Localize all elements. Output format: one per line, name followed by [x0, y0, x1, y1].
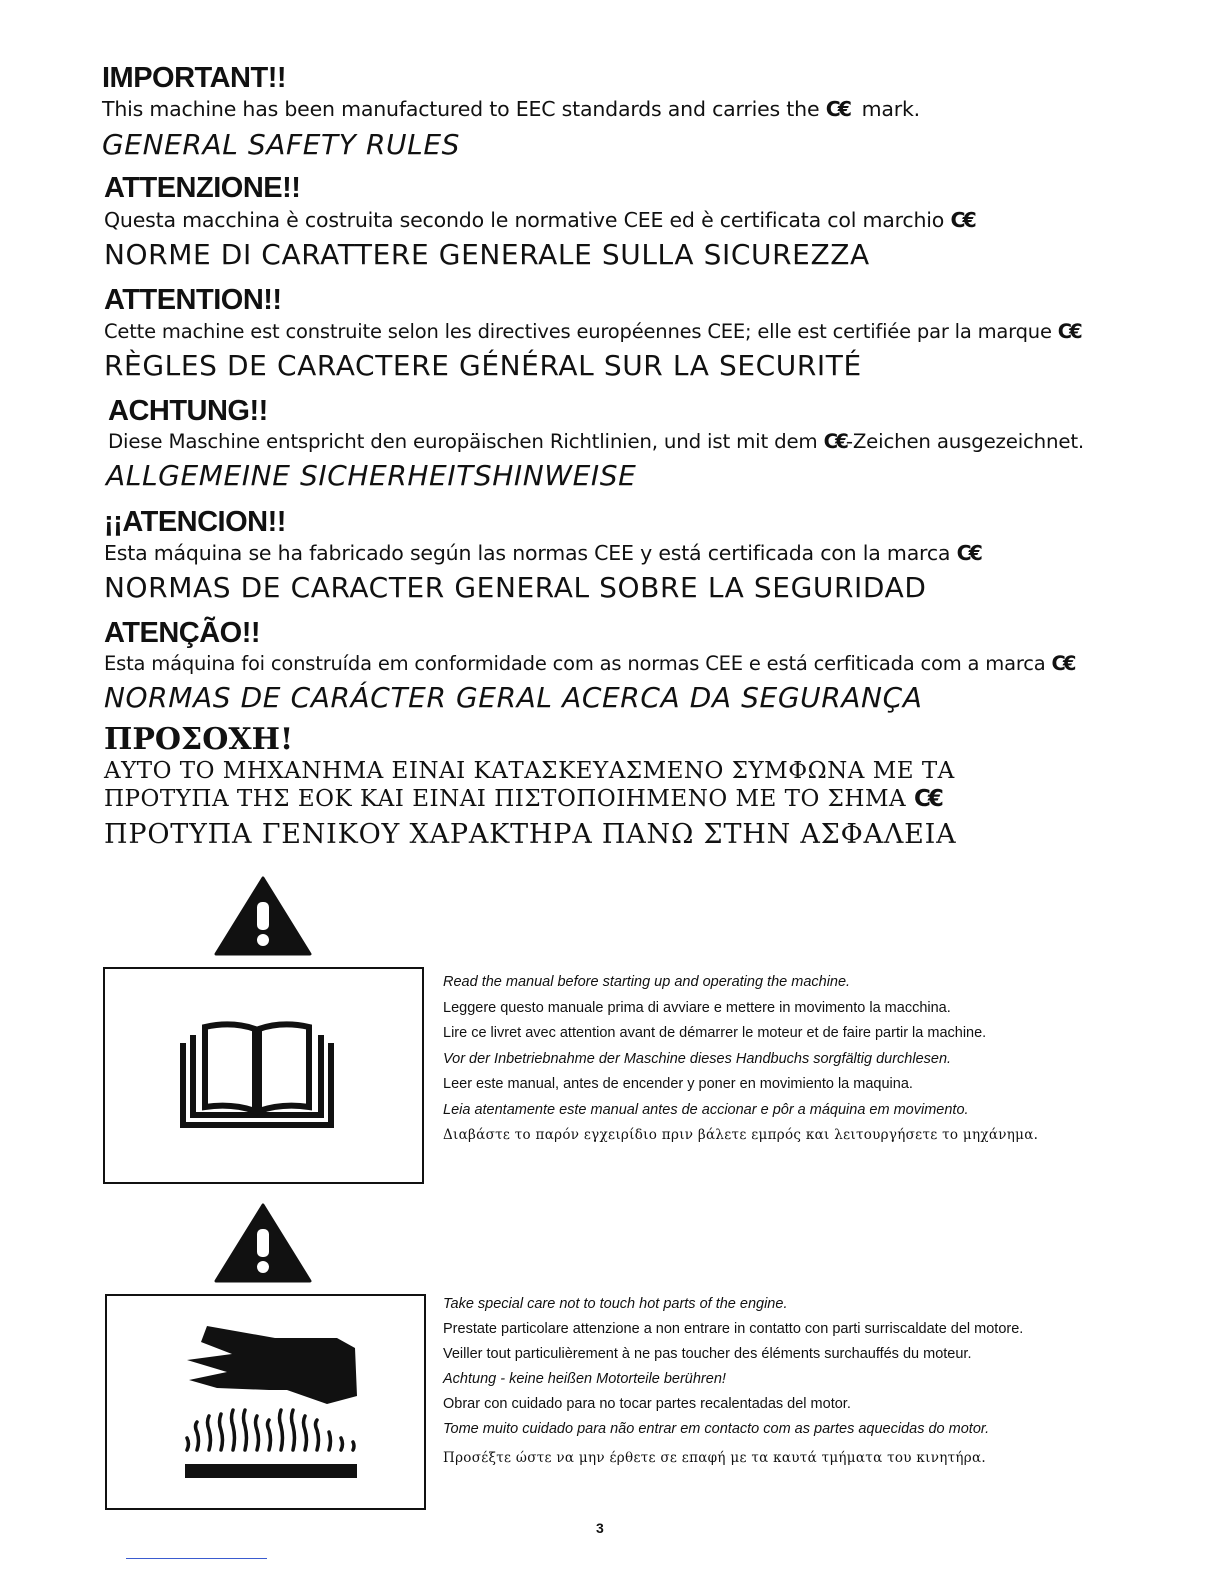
heading-german: ACHTUNG!! — [108, 395, 268, 427]
statement-greek-line2: ΠΡΟΤΥΠΑ ΤΗΣ ΕΟΚ ΚΑΙ ΕΙΝΑΙ ΠΙΣΤΟΠΟΙΗΜΕΝΟ ΜΕ ΤΟ ΣΗΜΑ C€ — [104, 786, 941, 812]
ce-mark-icon: C€ — [956, 541, 980, 565]
statement-portuguese: Esta máquina foi construída em conformidade com as normas CEE e está cerfiticada com a marca C€ — [104, 652, 1074, 675]
bottom-divider — [126, 1558, 267, 1559]
warning-manual-spanish: Leer este manual, antes de encender y poner en movimiento la maquina. — [443, 1076, 913, 1092]
heading-portuguese: ATENÇÃO!! — [104, 617, 261, 649]
rules-title-italian: NORME DI CARATTERE GENERALE SULLA SICUREZZA — [104, 238, 870, 271]
warning-manual-french: Lire ce livret avec attention avant de démarrer le moteur et de faire partir la machine. — [443, 1025, 987, 1041]
page-number: 3 — [596, 1520, 604, 1536]
heading-italian: ATTENZIONE!! — [104, 172, 301, 204]
book-icon-box — [103, 967, 424, 1184]
warning-manual-portuguese: Leia atentamente este manual antes de accionar e pôr a máquina em movimento. — [443, 1101, 969, 1118]
warning-manual-english: Read the manual before starting up and operating the machine. — [443, 974, 851, 990]
warning-hot-portuguese: Tome muito cuidado para não entrar em contacto com as partes aquecidas do motor. — [443, 1421, 990, 1437]
heading-english: IMPORTANT!! — [102, 62, 287, 94]
statement-german: Diese Maschine entspricht den europäischen Richtlinien, und ist mit dem C€-Zeichen ausgezeichnet. — [108, 430, 1084, 453]
ce-mark-icon: C€ — [1051, 652, 1074, 675]
statement-italian: Questa macchina è costruita secondo le normative CEE ed è certificata col marchio C€ — [104, 208, 974, 232]
warning-manual-german: Vor der Inbetriebnahme der Maschine dieses Handbuchs sorgfältig durchlesen. — [443, 1050, 952, 1067]
statement-english: This machine has been manufactured to EEC standards and carries the C€ mark. — [102, 97, 920, 121]
ce-mark-icon: C€ — [913, 786, 941, 812]
hot-surface-hand-icon — [177, 1318, 367, 1488]
ce-mark-icon: C€ — [1057, 320, 1080, 343]
rules-title-greek: ΠΡΟΤΥΠΑ ΓΕΝΙΚΟΥ ΧΑΡΑΚΤΗΡΑ ΠΑΝΩ ΣΤΗΝ ΑΣΦΑΛΕΙΑ — [104, 819, 957, 850]
heading-french: ATTENTION!! — [104, 284, 282, 316]
warning-triangle-icon — [214, 876, 312, 956]
warning-hot-italian: Prestate particolare attenzione a non entrare in contatto con parti surriscaldate del motore. — [443, 1321, 1024, 1337]
warning-hot-german: Achtung - keine heißen Motorteile berühren! — [443, 1371, 726, 1387]
warning-triangle-icon — [214, 1203, 312, 1283]
heading-spanish: ¡¡ATENCION!! — [104, 506, 286, 538]
statement-spanish: Esta máquina se ha fabricado según las normas CEE y está certificada con la marca C€ — [104, 541, 980, 565]
warning-hot-french: Veiller tout particulièrement à ne pas toucher des éléments surchauffés du moteur. — [443, 1346, 972, 1362]
hot-surface-icon-box — [105, 1294, 426, 1510]
warning-hot-english: Take special care not to touch hot parts of the engine. — [443, 1296, 788, 1312]
book-icon — [177, 1019, 337, 1131]
rules-title-english: GENERAL SAFETY RULES — [102, 128, 460, 161]
rules-title-spanish: NORMAS DE CARACTER GENERAL SOBRE LA SEGURIDAD — [104, 571, 927, 604]
heading-greek: ΠΡΟΣΟΧΗ! — [104, 722, 294, 757]
warning-hot-greek: Προσέξτε ώστε να μην έρθετε σε επαφή με τα καυτά τμήματα του κινητήρα. — [443, 1450, 986, 1466]
warning-manual-italian: Leggere questo manuale prima di avviare e mettere in movimento la macchina. — [443, 999, 951, 1016]
warning-manual-greek: Διαβάστε το παρόν εγχειρίδιο πριν βάλετε εμπρός και λειτουργήσετε το μηχάνημα. — [443, 1127, 1039, 1143]
statement-greek-line1: ΑΥΤΟ ΤΟ ΜΗΧΑΝΗΜΑ ΕΙΝΑΙ ΚΑΤΑΣΚΕΥΑΣΜΕΝΟ ΣΥΜΦΩΝΑ ΜΕ ΤΑ — [104, 758, 955, 784]
statement-french: Cette machine est construite selon les directives européennes CEE; elle est certifiée par la marque C€ — [104, 320, 1080, 343]
warning-hot-spanish: Obrar con cuidado para no tocar partes recalentadas del motor. — [443, 1396, 851, 1412]
ce-mark-icon: C€ — [823, 430, 846, 453]
rules-title-portuguese: NORMAS DE CARÁCTER GERAL ACERCA DA SEGURANÇA — [104, 681, 923, 714]
warning-hot-text — [443, 1293, 1111, 1472]
ce-mark-icon: C€ — [950, 208, 974, 232]
warning-manual-text — [443, 970, 1103, 1149]
rules-title-french: RÈGLES DE CARACTERE GÉNÉRAL SUR LA SECURITÉ — [104, 349, 862, 382]
ce-mark-icon: C€ — [825, 97, 849, 121]
rules-title-german: ALLGEMEINE SICHERHEITSHINWEISE — [106, 459, 637, 492]
